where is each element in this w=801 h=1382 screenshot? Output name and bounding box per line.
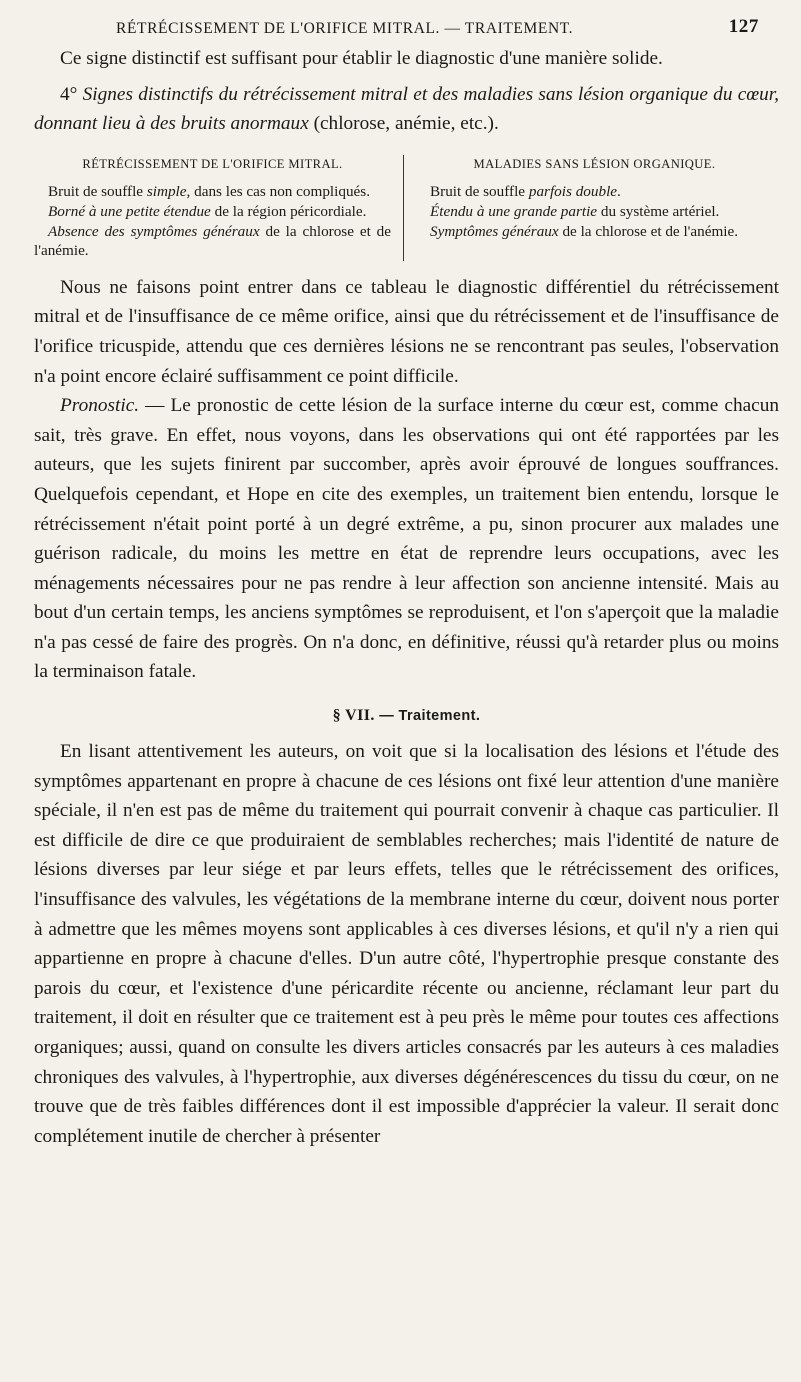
table-row-emphasis: Absence des symptômes généraux	[48, 222, 260, 240]
table-column-maladies	[404, 155, 773, 261]
table-row	[416, 182, 773, 202]
table-row-text: de la chlorose et de l'anémie.	[34, 222, 391, 260]
section-4-title-tail: (chlorose, anémie, etc.).	[308, 113, 499, 135]
section-4-heading	[34, 80, 779, 139]
table-column-heading: RÉTRÉCISSEMENT DE L'ORIFICE MITRAL.	[82, 156, 343, 171]
section-7-heading	[34, 707, 779, 725]
table-row-text: de la région péricordiale.	[210, 202, 367, 220]
paragraph-traitement: En lisant attentivement les auteurs, on voit que si la localisation des lésions et l'étude des symptômes appartenant en propre à chacune de ces lésions ont fixé leur attention d'une manière spéciale, il n'en est pas de même du traitement qui pourrait convenir à chaque cas particulier. Il est difficile de dire ce que produiraient de semblables recherches; mais l'identité de nature de lésions diverses par leur siége et par leurs effets, telles que le rétrécissement des orifices, l'insuffisance des valvules, les végétations de la membrane interne du cœur, doivent nous porter à admettre que les mêmes moyens sont applicables à ces diverses lésions, et qu'il n'y a rien qui appartienne en propre à chacune d'elles. D'un autre côté, l'hypertrophie presque constante des parois du cœur, et l'existence d'une péricardite récente ou ancienne, réclamant leur part du traitement, il doit en résulter que ce traitement est à peu près le même pour toutes ces affections organiques; aussi, quand on consulte les divers articles consacrés par les auteurs à ces maladies chroniques des valvules, à l'hypertrophie, aux diverses dégénérescences du tissu du cœur, on ne trouve que de très faibles différences dont il est impossible d'apprécier la valeur. Il serait donc complétement inutile de chercher à présenter	[34, 741, 779, 1147]
table-row-text: du système artériel.	[597, 202, 720, 220]
table-row-emphasis: Symptômes généraux	[430, 222, 559, 240]
table-row-emphasis: parfois double	[528, 183, 618, 201]
page-number: 127	[728, 16, 759, 37]
section-4-number: 4°	[60, 83, 78, 105]
table-row	[34, 202, 391, 222]
table-row-emphasis: Borné à une petite étendue	[48, 202, 211, 220]
running-title: RÉTRÉCISSEMENT DE L'ORIFICE MITRAL. — TRAITEMENT.	[116, 20, 574, 37]
pronostic-text: — Le pronostic de cette lésion de la surface interne du cœur est, comme chacun sait, très grave. En effet, nous voyons, dans les observations qui ont été rapportées par les auteurs, que les sujets finirent par succomber, après avoir éprouvé de longues souffrances. Quelquefois cependant, et Hope en cite des exemples, un traitement bien entendu, lorsque le rétrécissement n'était point porté à un degré extrême, a pu, sinon procurer aux malades une guérison radicale, du moins les mettre en état de reprendre leurs occupations, avec les ménagements nécessaires pour ne pas rendre à leur affection son ancienne intensité. Mais au bout d'un certain temps, les anciens symptômes se reproduisent, et l'on s'aperçoit que la maladie n'a pas cessé de faire des progrès. On n'a donc, en définitive, réussi qu'à retarder plus ou moins la terminaison fatale.	[34, 395, 779, 683]
table-column-mitral	[34, 155, 404, 261]
table-column-heading: MALADIES SANS LÉSION ORGANIQUE.	[473, 156, 716, 171]
running-head	[34, 16, 779, 42]
comparison-table	[34, 155, 773, 261]
table-row-emphasis: simple	[146, 183, 187, 201]
table-row-text: Bruit de souffle	[430, 183, 529, 201]
table-row-text: .	[617, 183, 621, 201]
section-7-number: § VII.	[332, 707, 375, 725]
paragraph-intro: Ce signe distinctif est suffisant pour établir le diagnostic d'une manière solide.	[60, 48, 663, 69]
table-row	[416, 202, 773, 222]
section-7-title: — Traitement.	[374, 708, 481, 725]
table-row	[34, 222, 391, 261]
table-row	[416, 222, 773, 242]
paragraph-diagnostic: Nous ne faisons point entrer dans ce tableau le diagnostic différentiel du rétrécissement mitral et de l'insuffisance de ce même orifice, ainsi que du rétrécissement et de l'insuffisance de l'orifice tricuspide, attendu que ces dernières lésions ne se rencontrant pas seules, l'observation n'a point encore éclairé suffisamment ce point difficile.	[34, 276, 779, 387]
table-row	[34, 182, 391, 202]
table-row-text: , dans les cas non compliqués.	[186, 183, 370, 201]
table-row-text: Bruit de souffle	[48, 183, 147, 201]
section-4-title: Signes distinctifs du rétrécissement mitral et des maladies sans lésion organique du cœur, donnant lieu à des bruits anormaux	[34, 83, 779, 135]
paragraph-pronostic	[34, 391, 779, 687]
table-row-text: de la chlorose et de l'anémie.	[558, 222, 739, 240]
pronostic-label: Pronostic.	[60, 395, 140, 417]
table-row-emphasis: Étendu à une grande partie	[430, 202, 598, 220]
